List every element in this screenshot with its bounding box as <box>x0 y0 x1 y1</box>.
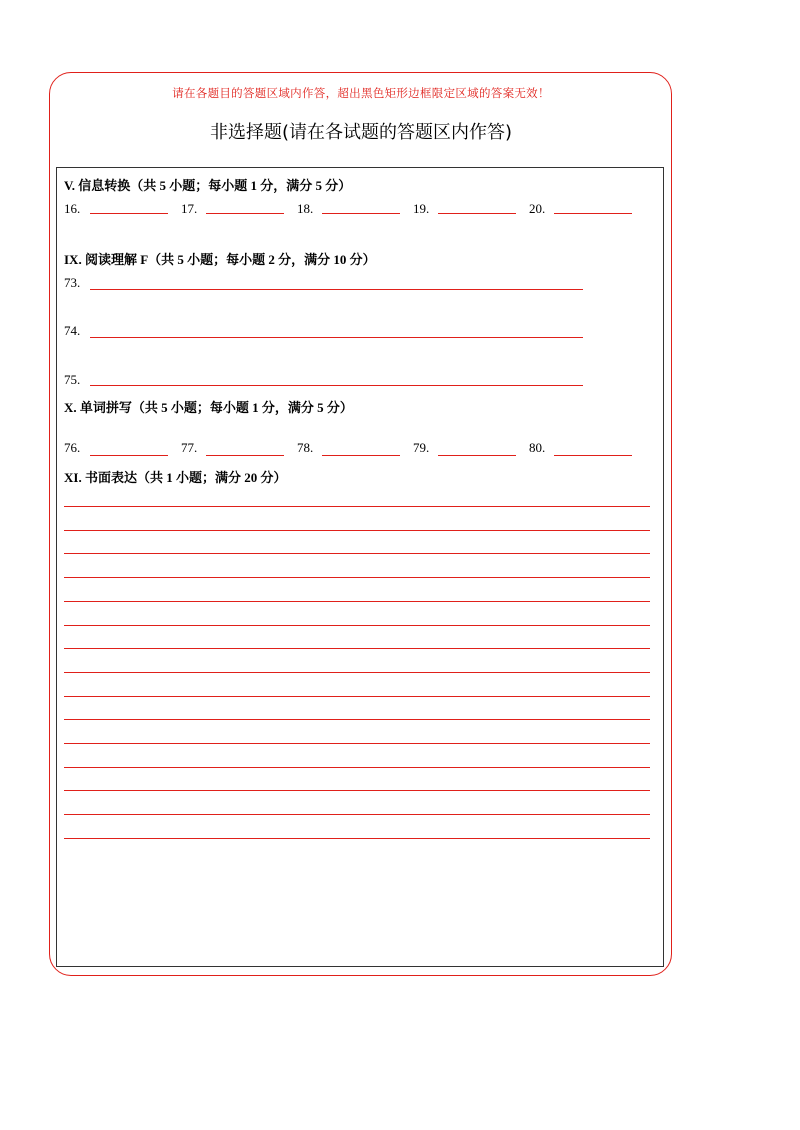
item-number: 75. <box>64 372 81 387</box>
item-number: 74. <box>64 323 81 338</box>
answer-blank[interactable] <box>90 213 168 214</box>
answer-blank[interactable] <box>206 455 284 456</box>
writing-line[interactable] <box>64 790 650 791</box>
answer-line[interactable] <box>90 385 583 386</box>
item-number: 73. <box>64 275 81 290</box>
item-number: 17. <box>181 201 198 216</box>
section-xi-heading: XI. 书面表达（共 1 小题；满分 20 分） <box>64 470 287 485</box>
item-number: 76. <box>64 440 81 455</box>
item-number: 80. <box>529 440 546 455</box>
answer-blank[interactable] <box>90 455 168 456</box>
answer-blank[interactable] <box>322 213 400 214</box>
writing-line[interactable] <box>64 625 650 626</box>
writing-line[interactable] <box>64 601 650 602</box>
item-number: 77. <box>181 440 198 455</box>
writing-line[interactable] <box>64 648 650 649</box>
answer-blank[interactable] <box>554 213 632 214</box>
writing-line[interactable] <box>64 767 650 768</box>
writing-line[interactable] <box>64 530 650 531</box>
section-v-heading: V. 信息转换（共 5 小题；每小题 1 分，满分 5 分） <box>64 178 352 193</box>
writing-line[interactable] <box>64 696 650 697</box>
item-number: 78. <box>297 440 314 455</box>
answer-blank[interactable] <box>206 213 284 214</box>
answer-blank[interactable] <box>438 455 516 456</box>
item-number: 19. <box>413 201 430 216</box>
writing-line[interactable] <box>64 838 650 839</box>
writing-line[interactable] <box>64 577 650 578</box>
item-number: 16. <box>64 201 81 216</box>
section-x-heading: X. 单词拼写（共 5 小题；每小题 1 分，满分 5 分） <box>64 400 353 415</box>
writing-line[interactable] <box>64 672 650 673</box>
writing-line[interactable] <box>64 553 650 554</box>
section-ix-heading: IX. 阅读理解 F（共 5 小题；每小题 2 分，满分 10 分） <box>64 252 376 267</box>
answer-blank[interactable] <box>438 213 516 214</box>
writing-line[interactable] <box>64 743 650 744</box>
item-number: 18. <box>297 201 314 216</box>
answer-area-notice: 请在各题目的答题区域内作答，超出黑色矩形边框限定区域的答案无效！ <box>172 88 550 100</box>
item-number: 20. <box>529 201 546 216</box>
writing-line[interactable] <box>64 506 650 507</box>
writing-line[interactable] <box>64 814 650 815</box>
answer-blank[interactable] <box>322 455 400 456</box>
answer-box <box>56 167 664 967</box>
answer-line[interactable] <box>90 337 583 338</box>
writing-line[interactable] <box>64 719 650 720</box>
item-number: 79. <box>413 440 430 455</box>
page-title: 非选择题(请在各试题的答题区内作答) <box>209 122 513 143</box>
answer-line[interactable] <box>90 289 583 290</box>
answer-blank[interactable] <box>554 455 632 456</box>
